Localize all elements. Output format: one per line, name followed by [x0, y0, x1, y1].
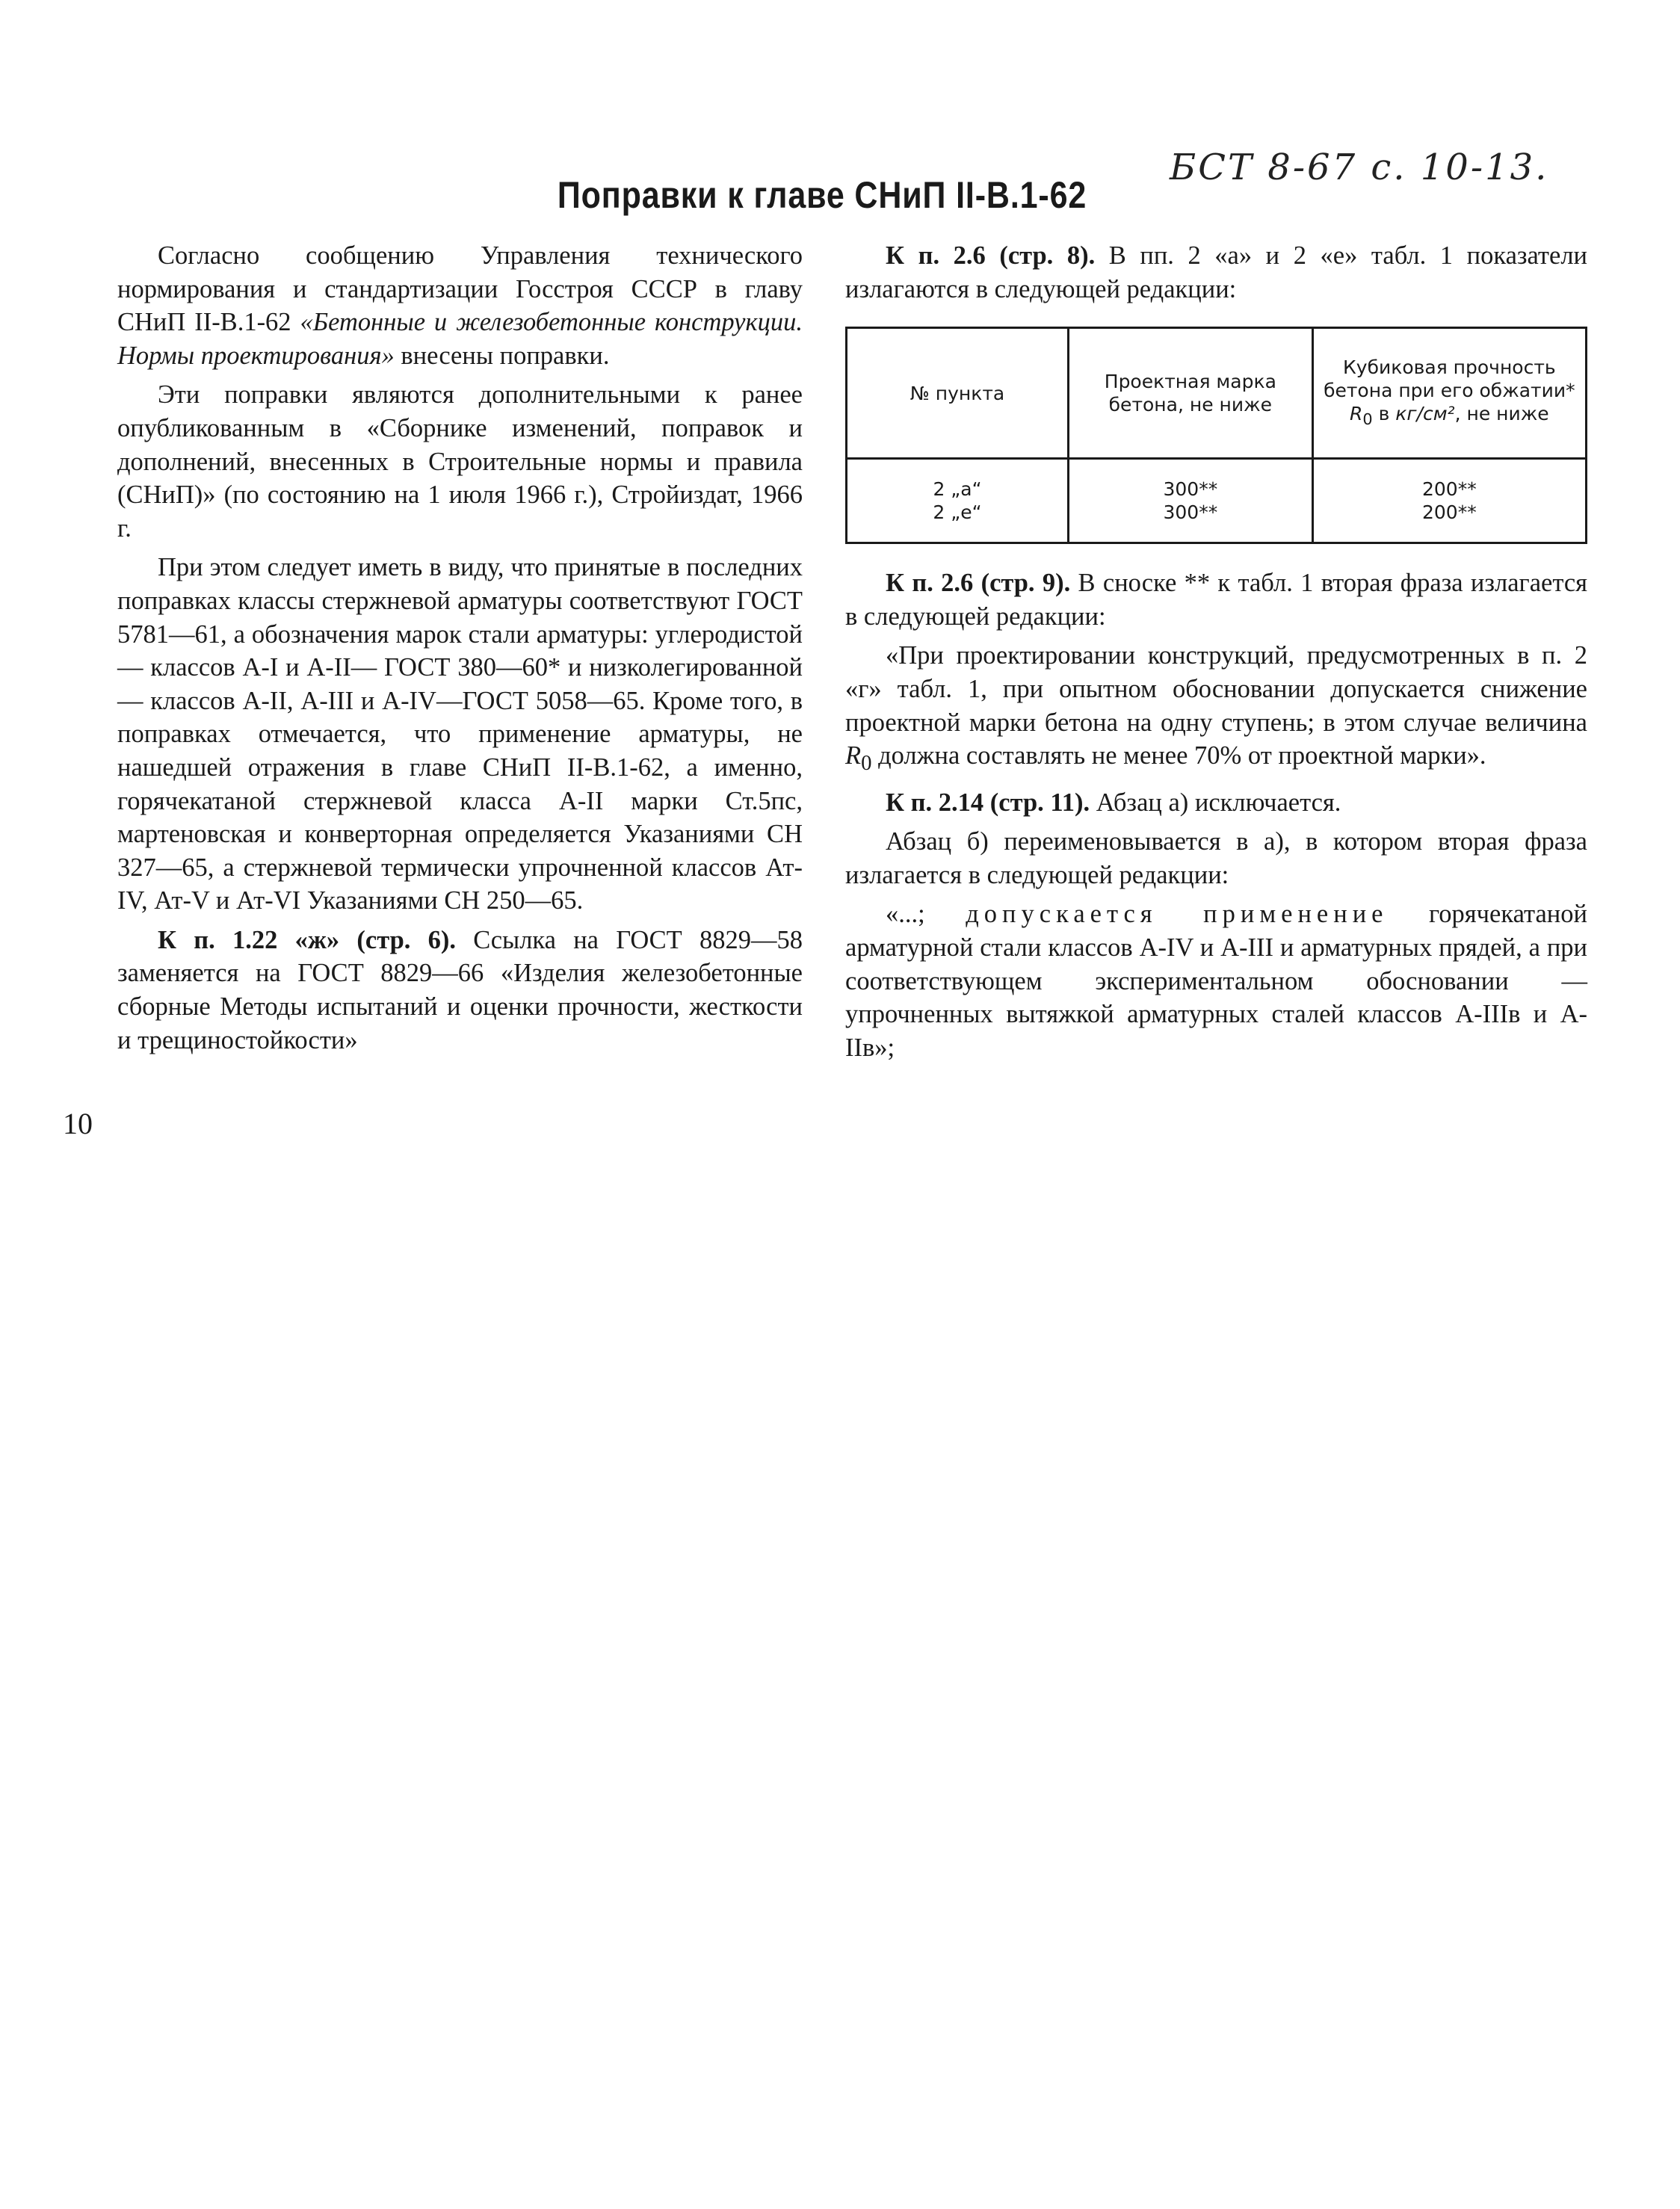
- section-reference: К п. 1.22 «ж» (стр. 6).: [158, 925, 457, 954]
- table-cell: [1069, 459, 1313, 543]
- page-number: 10: [63, 1107, 93, 1140]
- left-column: [117, 239, 803, 1063]
- text-run: Кубиковая прочность бетона при его обжатии*: [1324, 356, 1575, 401]
- text-run: внесены поправки.: [394, 341, 610, 370]
- paragraph: [845, 639, 1587, 779]
- cell-value: 200**: [1421, 478, 1477, 501]
- section-reference: К п. 2.6 (стр. 9).: [886, 569, 1071, 598]
- page-title: Поправки к главе СНиП II-В.1-62: [557, 174, 1087, 216]
- header-design-grade: Проектная марка бетона, не ниже: [1069, 328, 1313, 459]
- header-cube-strength: [1312, 328, 1586, 459]
- table-cell: [1312, 459, 1586, 543]
- cell-value: 2 „е“: [933, 501, 982, 524]
- table-cell: [847, 459, 1069, 543]
- text-run: В пп. 2 «а» и 2 «е» табл. 1 показатели излагаются в следующей редакции:: [845, 241, 1587, 303]
- text-run: в: [1372, 402, 1396, 424]
- paragraph: При этом следует иметь в виду, что принятые в последних поправках классы стержневой арматуры соответствуют ГОСТ 5781—61, а обозначения марок стали арматуры: углеродистой — классов А-I и А-II— ГОСТ 380—60* и низколегированной — классов А-II, А-III и А-IV—ГОСТ 5058—65. Кроме того, в поправках отмечается, что применение арматуры, не нашедшей отражения в главе СНиП II-В.1-62, а именно, горячекатаной стержневой класса А-II марки Ст.5пс, мартеновская и конверторная определяется Указаниями СН 327—65, а стержневой термически упрочненной классов Ат-IV, Ат-V и Ат-VI Указаниями СН 250—65.: [117, 553, 803, 915]
- cell-value: 300**: [1163, 478, 1218, 501]
- table-row: [847, 459, 1587, 543]
- text-run: должна составлять не менее 70% от проектной марки».: [871, 741, 1486, 770]
- text-run: Согласно сообщению Управления технического нормирования и стандартизации Госстроя СССР в главу СНиП II-В.1-62: [117, 241, 803, 337]
- symbol-r: R: [1350, 402, 1363, 424]
- text-run: «...;: [886, 900, 966, 929]
- text-run: «При проектировании конструкций, предусмотренных в п. 2 «г» табл. 1, при опытном обосновании допускается снижение проектной марки бетона на одну ступень; в этом случае величина: [845, 641, 1587, 737]
- paragraph: Абзац б) переименовывается в а), в котором вторая фраза излагается в следующей редакции:: [845, 827, 1587, 889]
- symbol-r: R: [845, 741, 862, 770]
- text-run: , не ниже: [1454, 402, 1549, 424]
- section-reference: К п. 2.14 (стр. 11).: [886, 788, 1090, 817]
- section-reference: К п. 2.6 (стр. 8).: [886, 241, 1096, 270]
- symbol-subscript: 0: [861, 751, 872, 776]
- paragraph: [845, 566, 1587, 633]
- right-column: [845, 239, 1587, 1070]
- text-run: Абзац а) исключается.: [1090, 788, 1341, 817]
- paragraph: [117, 239, 803, 372]
- cell-value: 2 „а“: [933, 478, 982, 501]
- spaced-emphasis: допускается применение: [966, 900, 1389, 929]
- text-run: горячекатаной арматурной стали классов А-IV и А-III и арматурных прядей, а при соответствующем экспериментальном обосновании — упрочненных вытяжкой арматурных сталей классов А-IIIв и А-IIв»;: [845, 900, 1587, 1062]
- paragraph: [117, 924, 803, 1057]
- paragraph: [845, 897, 1587, 1064]
- unit-label: кг/см²: [1395, 402, 1455, 424]
- indicator-table: [845, 327, 1587, 544]
- document-name-italic: «Бетонные и железобетонные конструкции. Нормы проектирования»: [117, 308, 803, 370]
- table-header-row: [847, 328, 1587, 459]
- paragraph: [845, 786, 1587, 820]
- handwritten-archive-note: БСТ 8-67 с. 10-13.: [1170, 146, 1549, 188]
- header-item-number: № пункта: [847, 328, 1069, 459]
- symbol-subscript: 0: [1362, 410, 1373, 428]
- paragraph: [845, 239, 1587, 306]
- text-run: В сноске ** к табл. 1 вторая фраза излагается в следующей редакции:: [845, 569, 1588, 631]
- text-run: Ссылка на ГОСТ 8829—58 заменяется на ГОСТ 8829—66 «Изделия железобетонные сборные Методы испытаний и оценки прочности, жесткости и трещиностойкости»: [117, 925, 803, 1054]
- paragraph: Эти поправки являются дополнительными к ранее опубликованным в «Сборнике изменений, поправок и дополнений, внесенных в Строительные нормы и правила (СНиП)» (по состоянию на 1 июля 1966 г.), Стройиздат, 1966 г.: [117, 380, 803, 543]
- cell-value: 300**: [1163, 501, 1218, 524]
- cell-value: 200**: [1421, 501, 1477, 524]
